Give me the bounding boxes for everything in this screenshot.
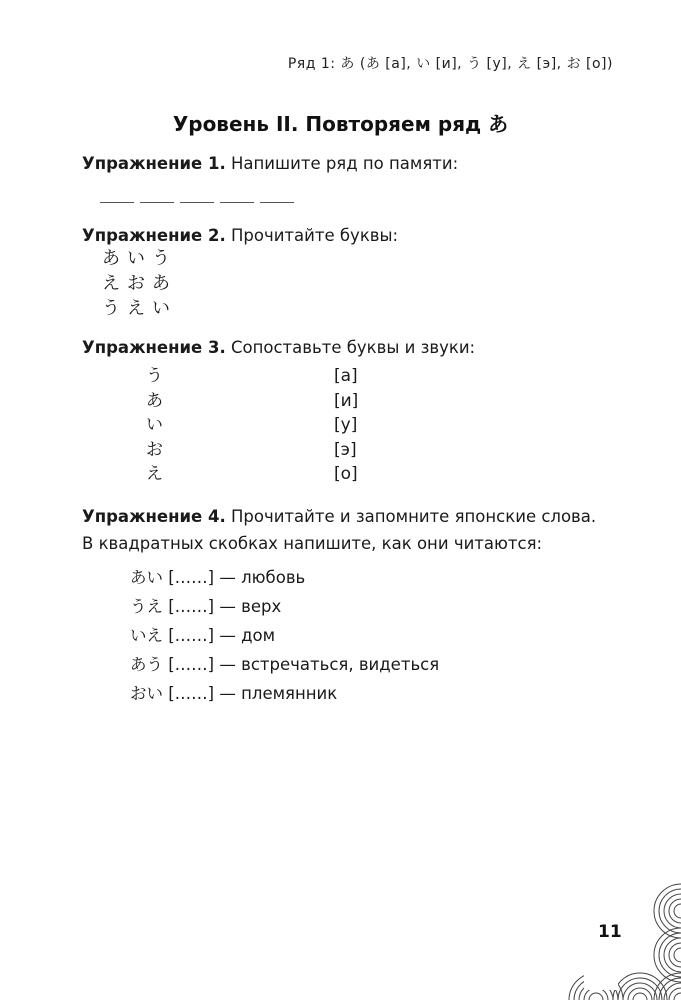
- exercise-3-heading: [82, 338, 475, 357]
- answer-blank: [100, 196, 134, 203]
- exercise-1-label: Упражнение 1.: [82, 154, 226, 173]
- match-sound: [у]: [334, 415, 358, 435]
- exercise-1-text: Напишите ряд по памяти:: [225, 154, 459, 173]
- match-sound: [о]: [334, 464, 358, 484]
- answer-blanks: [100, 196, 294, 203]
- match-kana: あ: [146, 390, 163, 411]
- exercise-2-label: Упражнение 2.: [82, 226, 226, 245]
- answer-blank: [260, 196, 294, 203]
- kana-grid: [102, 246, 177, 321]
- match-sound: [а]: [334, 366, 358, 386]
- answer-blank: [220, 196, 254, 203]
- kana-row: えおあ: [102, 273, 177, 294]
- exercise-4-label: Упражнение 4.: [82, 507, 226, 526]
- exercise-1-heading: [82, 154, 458, 173]
- page-number: 11: [598, 922, 622, 942]
- vocabulary-item: おい [……] — племянник: [130, 684, 338, 703]
- kana-row: うえい: [102, 298, 177, 319]
- vocabulary-item: うえ [……] — верх: [130, 597, 282, 616]
- match-sound-column: [334, 364, 358, 487]
- exercise-4-text: Прочитайте и запомните японские слова.: [225, 507, 597, 526]
- vocabulary-list: [130, 563, 439, 708]
- match-kana-column: [146, 364, 163, 487]
- exercise-3-label: Упражнение 3.: [82, 338, 226, 357]
- match-sound: [и]: [334, 390, 359, 411]
- match-kana: お: [146, 439, 163, 460]
- level-title: Уровень II. Повторяем ряд あ: [172, 112, 509, 136]
- exercise-4-instruction: В квадратных скобках напишите, как они читаются:: [82, 534, 543, 553]
- match-kana: え: [146, 464, 163, 484]
- exercise-3-text: Сопоставьте буквы и звуки:: [225, 338, 476, 357]
- vocabulary-item: いえ [……] — дом: [130, 626, 276, 645]
- kana-row: あいう: [102, 248, 177, 269]
- exercise-2-heading: [82, 226, 398, 245]
- vocabulary-item: あい [……] — любовь: [130, 568, 306, 587]
- answer-blank: [140, 196, 174, 203]
- answer-blank: [180, 196, 214, 203]
- exercise-2-text: Прочитайте буквы:: [225, 226, 399, 245]
- match-kana: い: [146, 415, 163, 435]
- match-sound: [э]: [334, 439, 357, 460]
- vocabulary-item: あう [……] — встречаться, видеться: [130, 655, 440, 674]
- match-kana: う: [146, 366, 163, 386]
- exercise-4-heading: [82, 507, 596, 526]
- running-head: Ряд 1: あ (あ [а], い [и], う [у], え [э], お [о]): [287, 56, 613, 72]
